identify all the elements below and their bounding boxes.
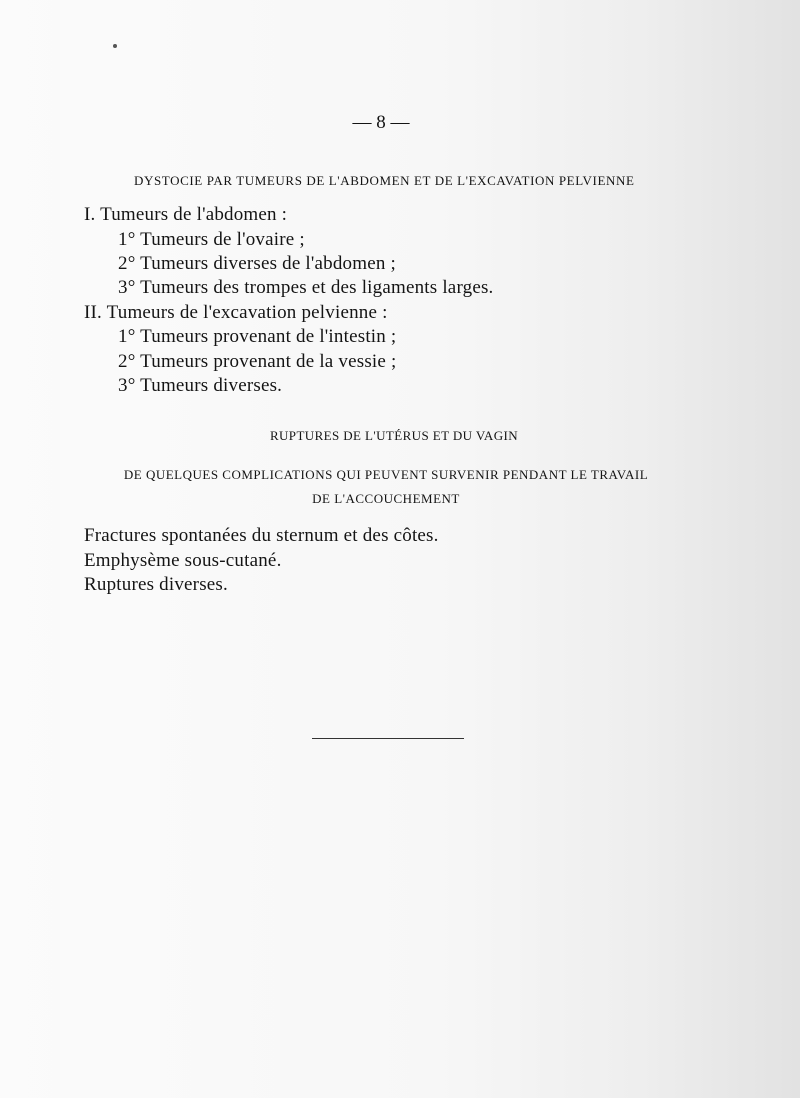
list-item-sub: 3° Tumeurs des trompes et des ligaments larges. (118, 277, 494, 298)
section-heading-complications-continued: DE L'ACCOUCHEMENT (312, 491, 460, 506)
list-item: Ruptures diverses. (84, 574, 228, 595)
section-heading-dystocie: DYSTOCIE PAR TUMEURS DE L'ABDOMEN ET DE L'EXCAVATION PELVIENNE (134, 173, 635, 188)
list-item-sub: 2° Tumeurs provenant de la vessie ; (118, 351, 397, 372)
list-item-sub: 2° Tumeurs diverses de l'abdomen ; (118, 253, 396, 274)
ink-speck (113, 44, 117, 48)
section-heading-complications: DE QUELQUES COMPLICATIONS QUI PEUVENT SURVENIR PENDANT LE TRAVAIL (123, 467, 649, 482)
page-number: — 8 — (352, 112, 410, 133)
list-item: Fractures spontanées du sternum et des côtes. (84, 525, 439, 546)
list-item-main: I. Tumeurs de l'abdomen : (84, 204, 288, 225)
list-item-sub: 1° Tumeurs provenant de l'intestin ; (118, 326, 397, 347)
closing-rule (312, 738, 464, 739)
list-item-sub: 3° Tumeurs diverses. (118, 375, 283, 396)
list-item-main: II. Tumeurs de l'excavation pelvienne : (84, 302, 388, 323)
list-item-sub: 1° Tumeurs de l'ovaire ; (118, 229, 305, 250)
list-item: Emphysème sous-cutané. (84, 550, 282, 571)
section-heading-ruptures: RUPTURES DE L'UTÉRUS ET DU VAGIN (269, 428, 519, 443)
